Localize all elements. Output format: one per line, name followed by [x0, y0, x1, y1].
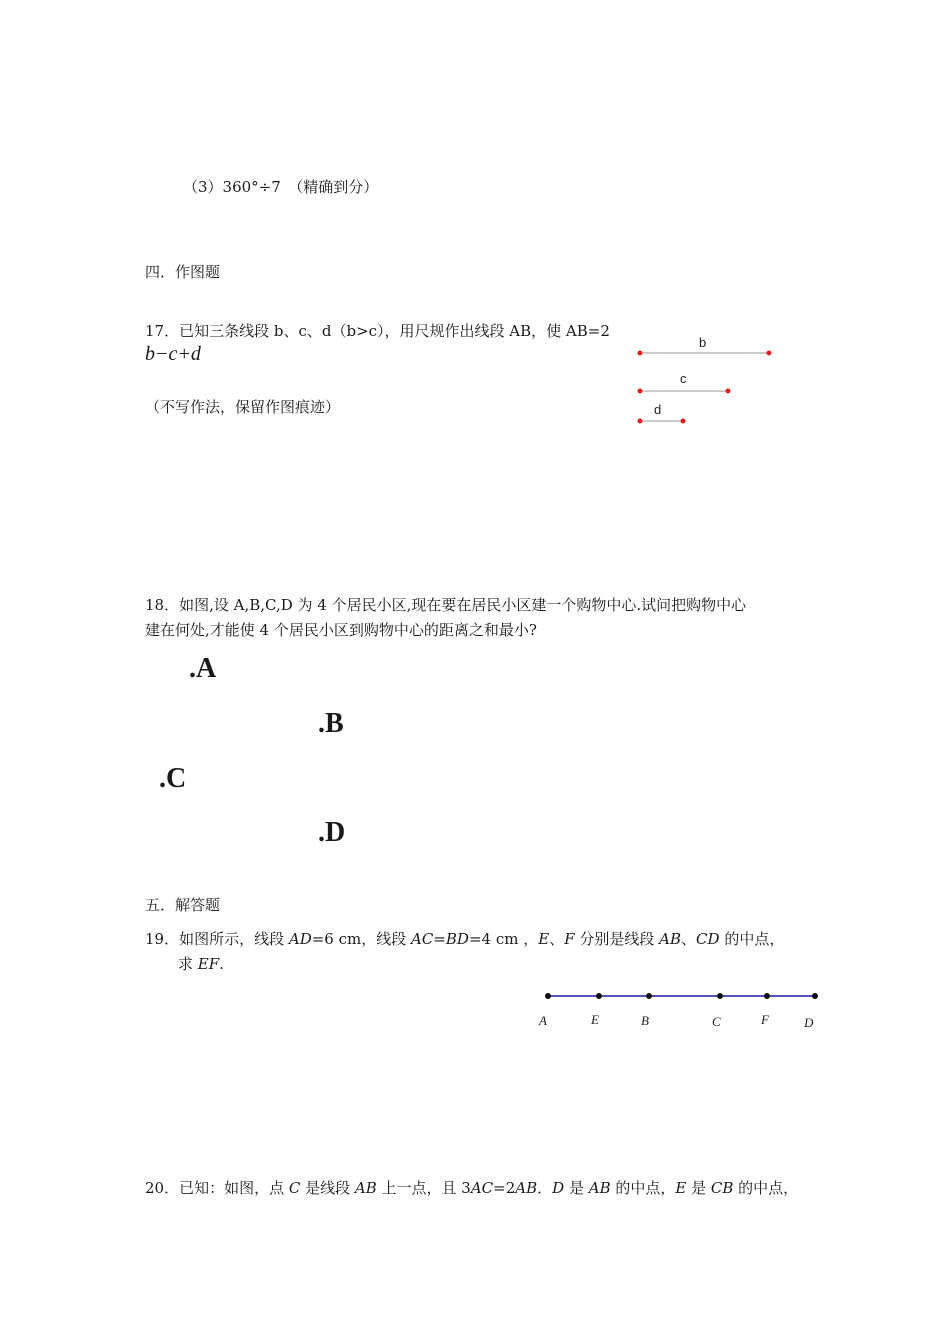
line-point-b: [641, 993, 652, 1028]
svg-text:C: C: [712, 1014, 721, 1029]
point-a: .A: [189, 653, 217, 684]
segment-d-label: d: [654, 402, 662, 417]
point-b: .B: [318, 708, 344, 739]
q17-text-line1: 17．已知三条线段 b、c、d（b>c），用尺规作出线段 AB，使 AB=2: [145, 322, 610, 340]
section-4-title: 四．作图题: [145, 263, 221, 281]
segment-b: [638, 335, 772, 356]
svg-text:E: E: [591, 1012, 599, 1027]
segment-c-label: c: [680, 371, 687, 386]
q20-text-line1: 20．已知：如图，点 C 是线段 AB 上一点，且 3AC=2AB．D 是 AB 的中点，E 是 CB 的中点，: [145, 1179, 799, 1197]
line-point-a: [538, 993, 551, 1028]
q19-text-line2: 求 EF.: [178, 955, 224, 973]
svg-text:A: A: [539, 1013, 547, 1028]
line-point-d: [803, 993, 818, 1030]
q18-text-line2: 建在何处,才能使 4 个居民小区到购物中心的距离之和最小?: [145, 621, 537, 639]
q17-formula: b−c+d: [145, 343, 201, 365]
q17-text-line2: （不写作法，保留作图痕迹）: [145, 398, 341, 416]
segment-c: [638, 371, 731, 394]
segment-b-label: b: [699, 335, 707, 350]
point-d: .D: [318, 817, 346, 848]
line-point-f: [760, 993, 770, 1027]
q16-part3: （3）360°÷7 （精确到分）: [183, 178, 379, 196]
svg-text:D: D: [804, 1015, 814, 1030]
svg-text:B: B: [641, 1013, 649, 1028]
q19-text-line1: 19．如图所示，线段 AD=6 cm，线段 AC=BD=4 cm ，E、F 分别是线段 AB、CD 的中点，: [145, 930, 785, 948]
q17-segments-figure: [630, 332, 790, 432]
line-point-e: [590, 993, 602, 1027]
point-c: .C: [159, 763, 187, 794]
svg-text:F: F: [761, 1012, 769, 1027]
section-5-title: 五．解答题: [145, 896, 221, 914]
line-point-c: [712, 993, 723, 1029]
q19-line-figure: [530, 985, 830, 1035]
q18-text-line1: 18．如图,设 A,B,C,D 为 4 个居民小区,现在要在居民小区建一个购物中心.试问把购物中心: [145, 596, 747, 614]
segment-d: [638, 402, 686, 424]
